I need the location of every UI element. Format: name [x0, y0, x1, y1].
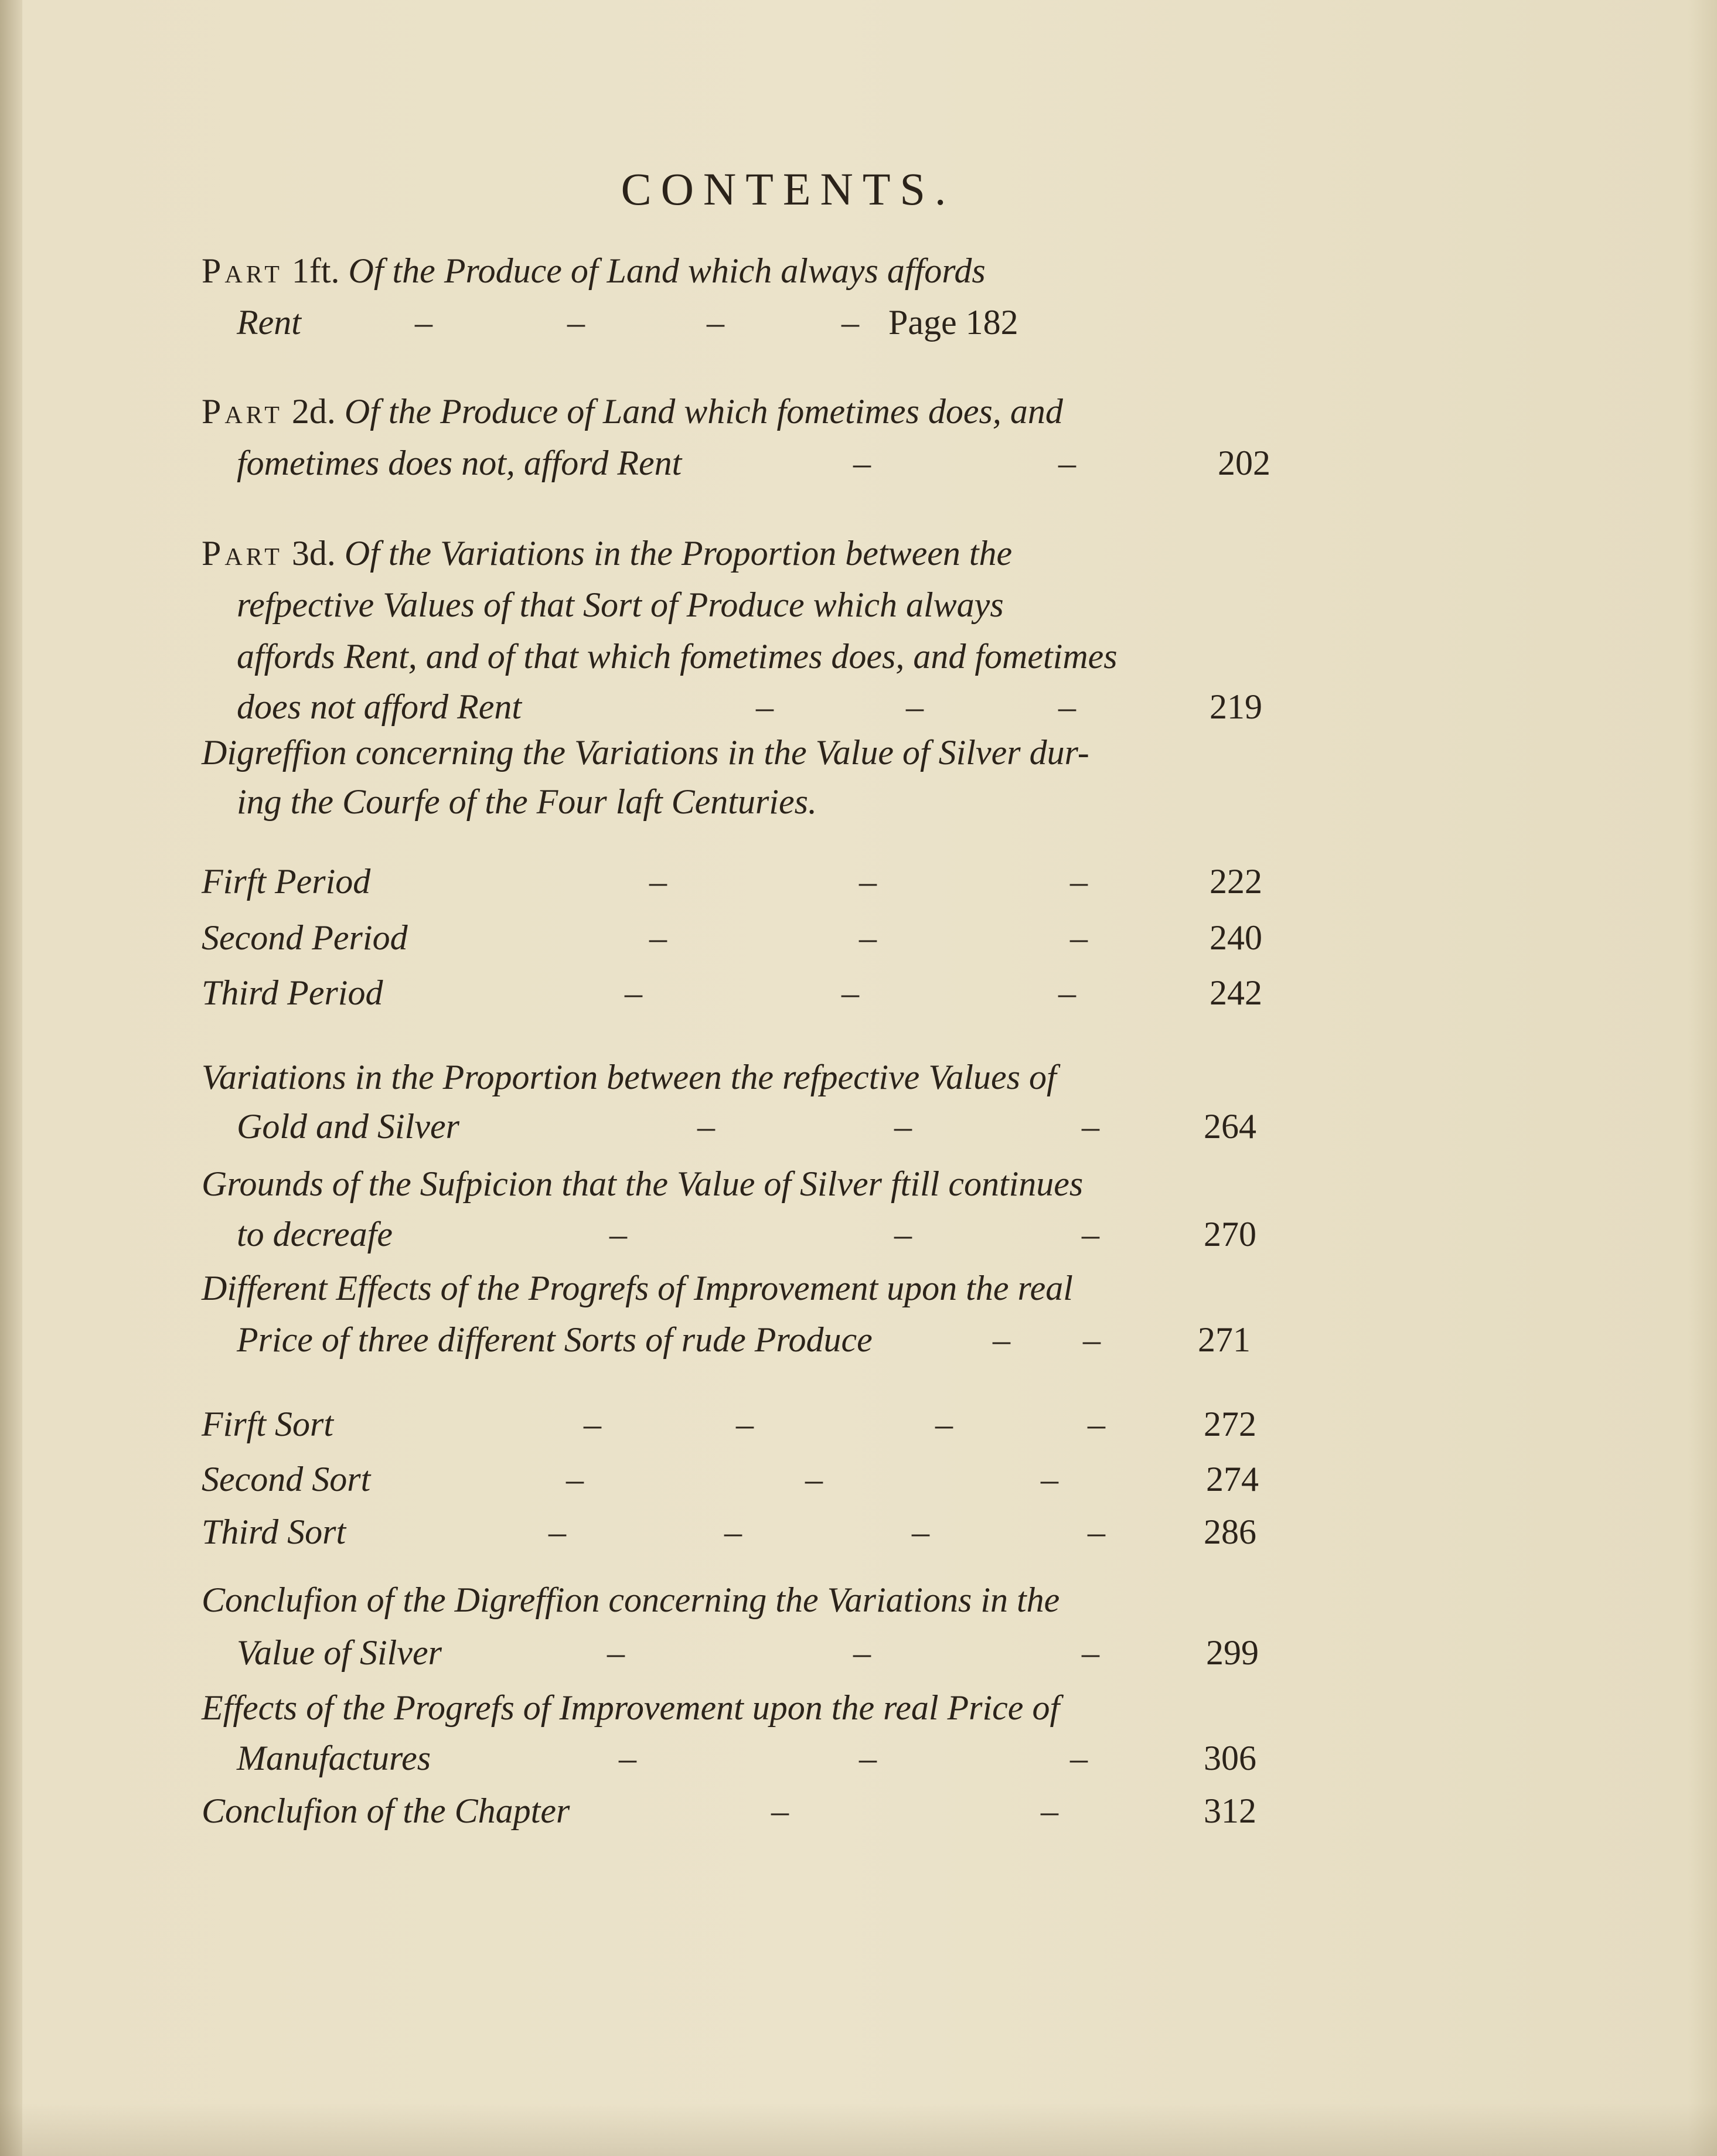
entry-title-line: Variations in the Proportion between the refpective Values of [202, 1058, 1057, 1096]
leader-dash: – [859, 862, 877, 901]
leader-dash: – [993, 1320, 1010, 1359]
leader-dash: – [912, 1513, 929, 1551]
leader-dash: – [1041, 1460, 1058, 1498]
toc-entry-part-1-line-1 [202, 253, 986, 288]
entry-title-line: refpective Values of that Sort of Produce which always [237, 585, 1004, 624]
toc-entry-part-2-line-1 [202, 394, 1063, 429]
page-number: 312 [1204, 1791, 1256, 1830]
entry-title-line: Effects of the Progrefs of Improvement upon the real Price of [202, 1688, 1060, 1727]
entry-title-line: Third Period [202, 973, 383, 1012]
entry-title-line: Conclufion of the Digreffion concerning the Variations in the [202, 1581, 1060, 1619]
entry-title-line: Grounds of the Sufpicion that the Value of Silver ftill continues [202, 1164, 1084, 1203]
page-number: 306 [1204, 1739, 1256, 1777]
binding-gutter [0, 0, 22, 2156]
entry-title-line: Manufactures [237, 1739, 431, 1777]
part-prefix: Part [202, 534, 283, 573]
entry-title-line: Third Sort [202, 1513, 346, 1551]
page-number: 202 [1218, 444, 1270, 482]
page-number: 264 [1204, 1107, 1256, 1146]
leader-dash: – [649, 862, 667, 901]
page-number: 299 [1206, 1633, 1259, 1672]
leader-dash: – [1088, 1405, 1105, 1443]
leader-dash: – [935, 1405, 953, 1443]
entry-title-line: Conclufion of the Chapter [202, 1791, 570, 1830]
entry-title-line: to decreafe [237, 1215, 393, 1254]
leader-dash: – [1082, 1633, 1099, 1672]
entry-title-line: Of the Produce of Land which fometimes does, and [344, 392, 1063, 431]
page-number: 240 [1210, 918, 1262, 957]
leader-dash: – [1058, 687, 1076, 726]
leader-dash: – [584, 1405, 601, 1443]
entry-title-line: fometimes does not, afford Rent [237, 444, 682, 482]
page-number: 286 [1204, 1513, 1256, 1551]
leader-dash: – [859, 918, 877, 957]
entry-title-line: Second Period [202, 918, 408, 957]
leader-dash: – [549, 1513, 566, 1551]
leader-dash: – [894, 1215, 912, 1254]
part-prefix: Part [202, 251, 283, 290]
leader-dash: – [1082, 1107, 1099, 1146]
leader-dash: – [619, 1739, 636, 1777]
leader-dash: – [1070, 1739, 1088, 1777]
leader-dash: – [853, 444, 871, 482]
page-number: 274 [1206, 1460, 1259, 1498]
page-number: 270 [1204, 1215, 1256, 1254]
leader-dash: – [805, 1460, 823, 1498]
page-bottom-shade [0, 2103, 1717, 2156]
leader-dash: – [842, 303, 859, 342]
leader-dash: – [1088, 1513, 1105, 1551]
leader-dash: – [697, 1107, 715, 1146]
leader-dash: – [894, 1107, 912, 1146]
leader-dash: – [609, 1215, 627, 1254]
entry-title-line: Firft Period [202, 862, 371, 901]
entry-title-line: Rent [237, 303, 301, 342]
entry-title-line: Of the Variations in the Proportion between the [344, 534, 1013, 573]
leader-dash: – [567, 303, 585, 342]
page-number: Page 182 [888, 303, 1018, 342]
page-number: 222 [1210, 862, 1262, 901]
leader-dash: – [415, 303, 432, 342]
entry-title-line: ing the Courfe of the Four laft Centuries. [237, 782, 817, 821]
leader-dash: – [625, 973, 642, 1012]
page-number: 242 [1210, 973, 1262, 1012]
entry-title-line: Of the Produce of Land which always affords [348, 251, 986, 290]
page-title: CONTENTS. [621, 164, 956, 214]
leader-dash: – [1058, 444, 1076, 482]
part-ordinal: 2d. [291, 392, 336, 431]
leader-dash: – [853, 1633, 871, 1672]
entry-title-line: Gold and Silver [237, 1107, 459, 1146]
leader-dash: – [736, 1405, 754, 1443]
leader-dash: – [1041, 1791, 1058, 1830]
leader-dash: – [566, 1460, 584, 1498]
page-number: 219 [1210, 687, 1262, 726]
leader-dash: – [1082, 1215, 1099, 1254]
leader-dash: – [1070, 862, 1088, 901]
part-ordinal: 3d. [291, 534, 336, 573]
page-number: 272 [1204, 1405, 1256, 1443]
leader-dash: – [1083, 1320, 1101, 1359]
leader-dash: – [771, 1791, 789, 1830]
part-ordinal: 1ft. [291, 251, 340, 290]
leader-dash: – [756, 687, 774, 726]
entry-title-line: does not afford Rent [237, 687, 522, 726]
leader-dash: – [842, 973, 859, 1012]
entry-title-line: affords Rent, and of that which fometimes does, and fometimes [237, 637, 1118, 676]
entry-title-line: Second Sort [202, 1460, 371, 1498]
leader-dash: – [724, 1513, 742, 1551]
leader-dash: – [607, 1633, 625, 1672]
part-prefix: Part [202, 392, 283, 431]
entry-title-line: Digreffion concerning the Variations in the Value of Silver dur- [202, 733, 1089, 772]
entry-title-line: Price of three different Sorts of rude Produce [237, 1320, 873, 1359]
entry-title-line: Firft Sort [202, 1405, 334, 1443]
leader-dash: – [859, 1739, 877, 1777]
leader-dash: – [707, 303, 724, 342]
toc-entry-part-3-line-1 [202, 536, 1012, 571]
page-number: 271 [1198, 1320, 1251, 1359]
leader-dash: – [906, 687, 924, 726]
leader-dash: – [1070, 918, 1088, 957]
leader-dash: – [649, 918, 667, 957]
leader-dash: – [1058, 973, 1076, 1012]
entry-title-line: Different Effects of the Progrefs of Improvement upon the real [202, 1269, 1073, 1307]
entry-title-line: Value of Silver [237, 1633, 442, 1672]
